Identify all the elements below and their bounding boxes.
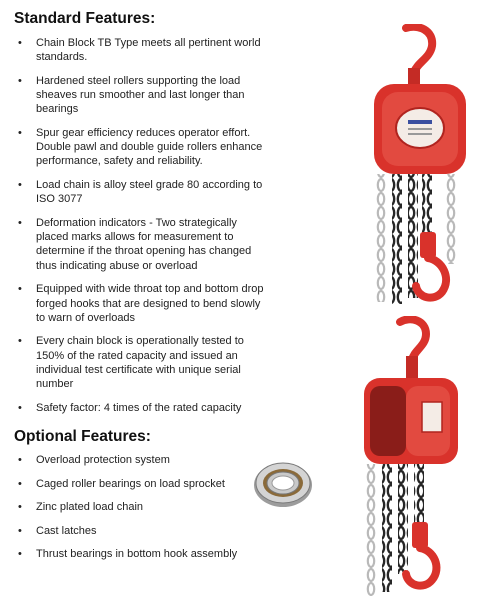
list-item: • Hardened steel rollers supporting the load sheaves run smoother and last longer than bearings — [14, 74, 264, 117]
list-item: • Cast latches — [14, 524, 274, 538]
list-item: • Overload protection system — [14, 453, 274, 467]
list-item: • Chain Block TB Type meets all pertinent world standards. — [14, 36, 264, 64]
list-item: • Thrust bearings in bottom hook assembly — [14, 547, 274, 561]
list-item: • Load chain is alloy steel grade 80 according to ISO 3077 — [14, 178, 264, 206]
list-item: • Every chain block is operationally tested to 150% of the rated capacity and issued an individual test certificate with unique serial number — [14, 334, 264, 391]
list-item: • Caged roller bearings on load sprocket — [14, 477, 274, 491]
list-item: • Spur gear efficiency reduces operator effort. Double pawl and double guide rollers enhance performance, safety and reliability. — [14, 126, 264, 169]
roller-bearing-image — [252, 460, 314, 510]
list-item: • Safety factor: 4 times of the rated capacity — [14, 401, 264, 415]
chain-hoist-image — [356, 316, 474, 598]
list-item: • Zinc plated load chain — [14, 500, 274, 514]
optional-features-list — [14, 453, 274, 571]
optional-features-heading: Optional Features: — [14, 428, 151, 445]
standard-features-list — [14, 36, 264, 424]
standard-features-heading: Standard Features: — [14, 10, 156, 27]
list-item: • Equipped with wide throat top and bottom drop forged hooks that are designed to bend slowly to warn of overloads — [14, 282, 264, 325]
chain-hoist-image — [356, 24, 474, 309]
list-item: • Deformation indicators - Two strategically placed marks allows for measurement to determine if the throat opening has changed thus indicating abuse or overload — [14, 216, 264, 273]
